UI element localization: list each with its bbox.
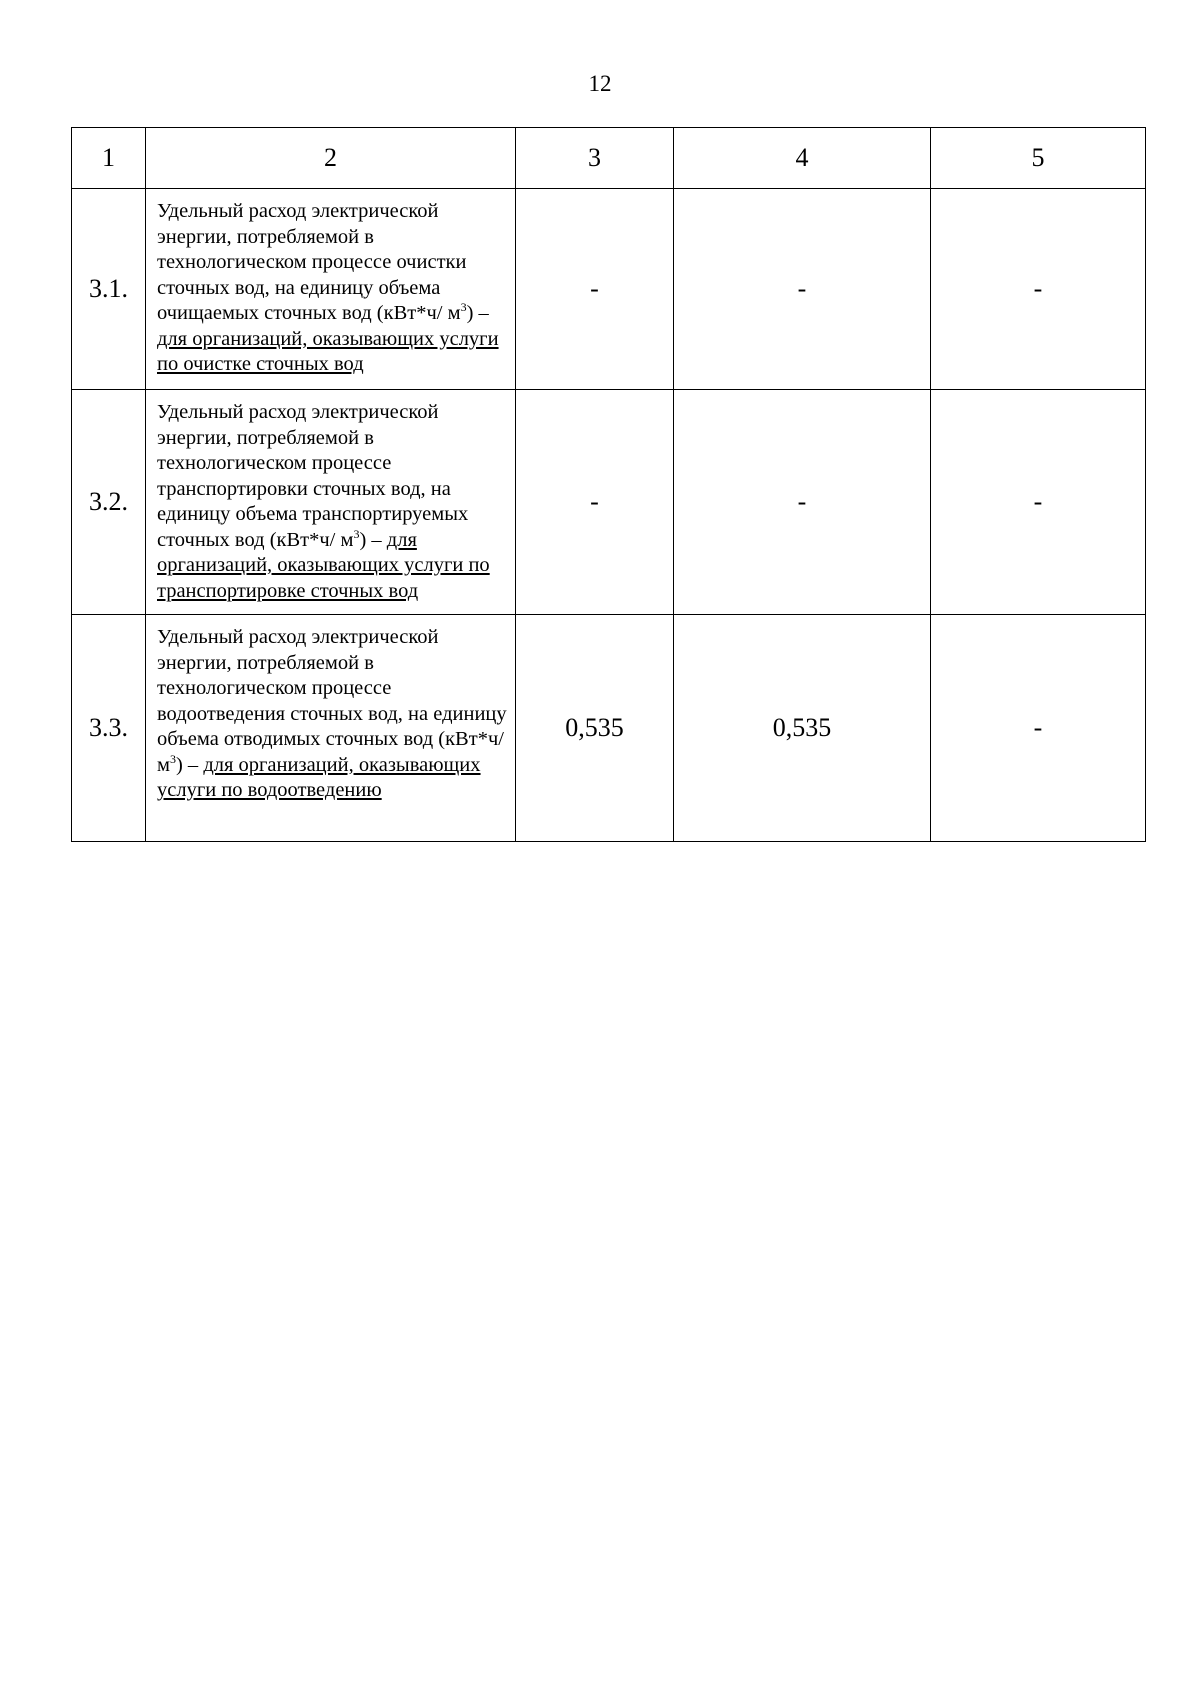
header-cell-4: 4 <box>674 128 931 189</box>
description-underlined: для организаций, оказывающих услуги по очистке сточных вод <box>157 327 499 375</box>
description-text: Удельный расход электрической энергии, потребляемой в технологическом процессе транспортировки сточных вод, на единицу объема транспортируемых сточных вод (кВт*ч/ м <box>157 401 469 551</box>
row-description <box>146 390 516 615</box>
superscript: 3 <box>353 526 360 541</box>
page-number: 12 <box>588 71 612 96</box>
value-col4: - <box>674 189 931 390</box>
value-col3: - <box>516 390 674 615</box>
row-number: 3.3. <box>72 615 146 842</box>
table-row <box>72 390 1146 615</box>
value-col5: - <box>931 189 1146 390</box>
row-number: 3.2. <box>72 390 146 615</box>
table-row <box>72 615 1146 842</box>
value-col4: 0,535 <box>674 615 931 842</box>
value-col4: - <box>674 390 931 615</box>
description-text: Удельный расход электрической энергии, потребляемой в технологическом процессе очистки сточных вод, на единицу объема очищаемых сточных вод (кВт*ч/ м <box>157 200 467 324</box>
value-col3: - <box>516 189 674 390</box>
header-cell-2: 2 <box>146 128 516 189</box>
superscript: 3 <box>460 300 467 315</box>
superscript: 3 <box>169 751 176 766</box>
table-row <box>72 189 1146 390</box>
header-cell-1: 1 <box>72 128 146 189</box>
value-col5: - <box>931 390 1146 615</box>
row-number: 3.1. <box>72 189 146 390</box>
value-col3: 0,535 <box>516 615 674 842</box>
description-after: ) – <box>466 302 489 324</box>
description-after: ) – <box>175 753 204 776</box>
row-description <box>146 189 516 390</box>
header-cell-3: 3 <box>516 128 674 189</box>
description-text: Удельный расход электрической энергии, потребляемой в технологическом процессе водоотведения сточных вод, на единицу объема отводимых сточных вод (кВт*ч/ м <box>157 626 507 776</box>
description-underlined: для организаций, оказывающих услуги по транспортировке сточных вод <box>157 528 490 602</box>
indicators-table <box>71 127 1146 842</box>
description-underlined: для организаций, оказывающих услуги по водоотведению <box>157 753 481 801</box>
value-col5: - <box>931 615 1146 842</box>
row-description <box>146 615 516 842</box>
table-header-row <box>72 128 1146 189</box>
header-cell-5: 5 <box>931 128 1146 189</box>
description-after: ) – <box>359 528 387 551</box>
